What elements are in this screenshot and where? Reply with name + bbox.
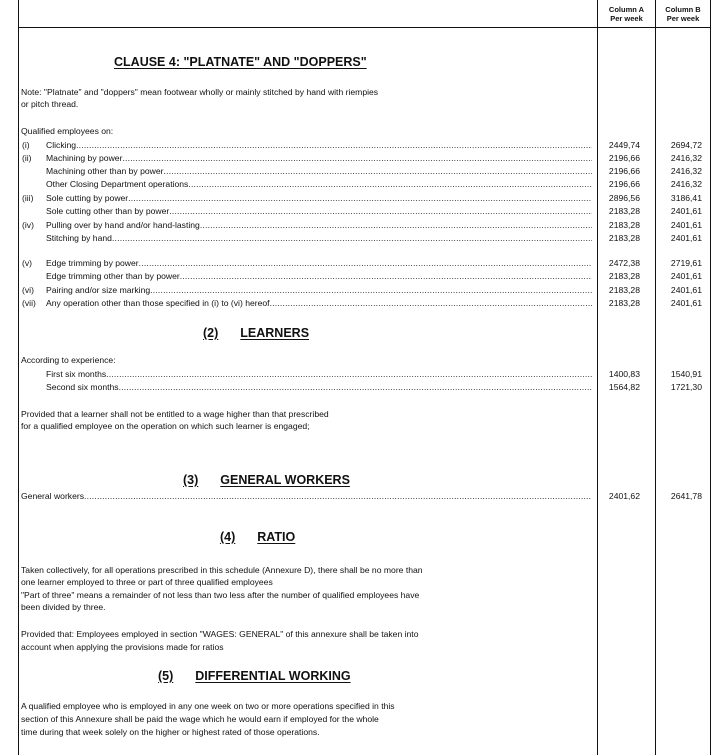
note-line-1: Note: "Platnate" and "doppers" mean footwear wholly or mainly stitched by hand with riempies xyxy=(21,87,379,97)
table-row xyxy=(22,140,592,151)
column-a-value: 2401,62 xyxy=(608,491,640,501)
left-border xyxy=(18,0,19,755)
row-roman: (vii) xyxy=(22,298,36,308)
row-label: Sole cutting by power xyxy=(46,193,129,203)
row-label: Stitching by hand xyxy=(46,233,112,243)
table-row xyxy=(22,153,592,164)
column-b-value: 3186,41 xyxy=(670,193,702,203)
column-a-value: 2196,66 xyxy=(608,153,640,163)
table-row xyxy=(22,233,592,244)
ratio-heading-text: RATIO xyxy=(257,530,296,544)
differential-heading-text: DIFFERENTIAL WORKING xyxy=(195,669,351,683)
ratio-para1-line-3: "Part of three" means a remainder of not less than two less after the number of qualified employees have xyxy=(21,590,420,600)
ratio-para2-line-2: account when applying the provisions made for ratios xyxy=(21,642,224,652)
row-label: Other Closing Department operations xyxy=(46,179,189,189)
column-a-value: 1400,83 xyxy=(608,369,640,379)
learners-proviso-line-1: Provided that a learner shall not be entitled to a wage higher than that prescribed xyxy=(21,409,329,419)
row-label: Any operation other than those specified in (i) to (vi) hereof xyxy=(46,298,270,308)
column-a-value: 2183,28 xyxy=(608,298,640,308)
learners-intro: According to experience: xyxy=(21,355,116,365)
table-row xyxy=(21,491,592,502)
table-row xyxy=(22,206,592,217)
table-row xyxy=(46,369,592,380)
table-row xyxy=(22,298,592,309)
row-label: Edge trimming by power xyxy=(46,258,139,268)
row-label: Machining by power xyxy=(46,153,123,163)
table-row xyxy=(46,382,592,393)
column-a-value: 2449,74 xyxy=(608,140,640,150)
row-label: First six months xyxy=(46,369,107,379)
qualified-heading: Qualified employees on: xyxy=(21,126,114,136)
column-b-value: 2694,72 xyxy=(670,140,702,150)
column-b-header-line1: Column B xyxy=(665,5,701,14)
table-row xyxy=(22,166,592,177)
row-roman: (v) xyxy=(22,258,33,268)
column-b-value: 1721,30 xyxy=(670,382,702,392)
column-b-value: 2401,61 xyxy=(670,271,702,281)
column-a-value: 2183,28 xyxy=(608,285,640,295)
ratio-para1-line-1: Taken collectively, for all operations prescribed in this schedule (Annexure D), there shall be no more than xyxy=(21,565,423,575)
row-roman xyxy=(22,271,46,282)
column-b-header xyxy=(656,5,710,23)
row-label: Pairing and/or size marking xyxy=(46,285,151,295)
column-a-header xyxy=(598,5,655,23)
row-roman: (vi) xyxy=(22,285,34,295)
row-roman: (iv) xyxy=(22,220,34,230)
differential-heading-num: (5) xyxy=(158,669,174,683)
ratio-heading xyxy=(220,530,295,544)
column-a-value: 2183,28 xyxy=(608,233,640,243)
column-b-value: 2641,78 xyxy=(670,491,702,501)
row-roman: (iii) xyxy=(22,193,34,203)
row-label: Second six months xyxy=(46,382,119,392)
row-label: Sole cutting other than by power xyxy=(46,206,170,216)
table-row xyxy=(22,193,592,204)
ratio-para1-line-2: one learner employed to three or part of three qualified employees xyxy=(21,577,273,587)
row-label: Machining other than by power xyxy=(46,166,164,176)
row-label: Pulling over by hand and/or hand-lasting xyxy=(46,220,200,230)
row-roman: (i) xyxy=(22,140,30,150)
row-roman: (ii) xyxy=(22,153,32,163)
ratio-heading-num: (4) xyxy=(220,530,236,544)
general-heading-text: GENERAL WORKERS xyxy=(220,473,350,487)
learners-heading-text: LEARNERS xyxy=(240,326,310,340)
ratio-para1-line-4: been divided by three. xyxy=(21,602,106,612)
column-b-value: 2719,61 xyxy=(670,258,702,268)
column-b-value: 2416,32 xyxy=(670,153,702,163)
column-a-value: 2896,56 xyxy=(608,193,640,203)
ratio-para2-line-1: Provided that: Employees employed in section "WAGES: GENERAL" of this annexure shall be taken into xyxy=(21,629,419,639)
column-a-left-border xyxy=(597,0,598,755)
general-heading-num: (3) xyxy=(183,473,199,487)
row-roman xyxy=(22,233,46,244)
column-b-value: 2416,32 xyxy=(670,166,702,176)
table-row xyxy=(22,258,592,269)
header-rule xyxy=(18,27,711,28)
column-a-header-line2: Per week xyxy=(610,14,643,23)
column-a-header-line1: Column A xyxy=(608,5,645,14)
right-border xyxy=(710,0,711,755)
column-b-value: 2401,61 xyxy=(670,220,702,230)
column-a-value: 2472,38 xyxy=(608,258,640,268)
column-a-value: 2183,28 xyxy=(608,206,640,216)
table-row xyxy=(22,271,592,282)
differential-heading xyxy=(158,669,351,683)
column-a-value: 2183,28 xyxy=(608,220,640,230)
learners-proviso-line-2: for a qualified employee on the operation on which such learner is engaged; xyxy=(21,421,310,431)
row-label: Edge trimming other than by power xyxy=(46,271,180,281)
clause-title: CLAUSE 4: "PLATNATE" AND "DOPPERS" xyxy=(114,55,367,69)
differential-line-3: time during that week solely on the higher or highest rated of those operations. xyxy=(21,727,320,737)
column-b-value: 2401,61 xyxy=(670,298,702,308)
table-row xyxy=(22,220,592,231)
row-label: General workers xyxy=(21,491,85,501)
column-a-right-border xyxy=(655,0,656,755)
column-b-value: 1540,91 xyxy=(670,369,702,379)
table-row xyxy=(22,285,592,296)
column-b-value: 2401,61 xyxy=(670,233,702,243)
differential-line-1: A qualified employee who is employed in any one week on two or more operations specified in this xyxy=(21,701,395,711)
learners-heading-num: (2) xyxy=(203,326,219,340)
row-roman xyxy=(22,166,46,177)
row-roman xyxy=(22,179,46,190)
column-a-value: 1564,82 xyxy=(608,382,640,392)
column-a-value: 2183,28 xyxy=(608,271,640,281)
column-b-value: 2401,61 xyxy=(670,206,702,216)
column-b-value: 2416,32 xyxy=(670,179,702,189)
column-b-header-line2: Per week xyxy=(666,14,700,23)
differential-line-2: section of this Annexure shall be paid the wage which he would earn if employed for the whole xyxy=(21,714,379,724)
column-a-value: 2196,66 xyxy=(608,179,640,189)
row-label: Clicking xyxy=(46,140,77,150)
general-workers-heading xyxy=(183,473,350,487)
column-a-value: 2196,66 xyxy=(608,166,640,176)
column-b-value: 2401,61 xyxy=(670,285,702,295)
row-roman xyxy=(22,206,46,217)
learners-heading xyxy=(203,326,309,340)
table-row xyxy=(22,179,592,190)
note-line-2: or pitch thread. xyxy=(21,99,79,109)
